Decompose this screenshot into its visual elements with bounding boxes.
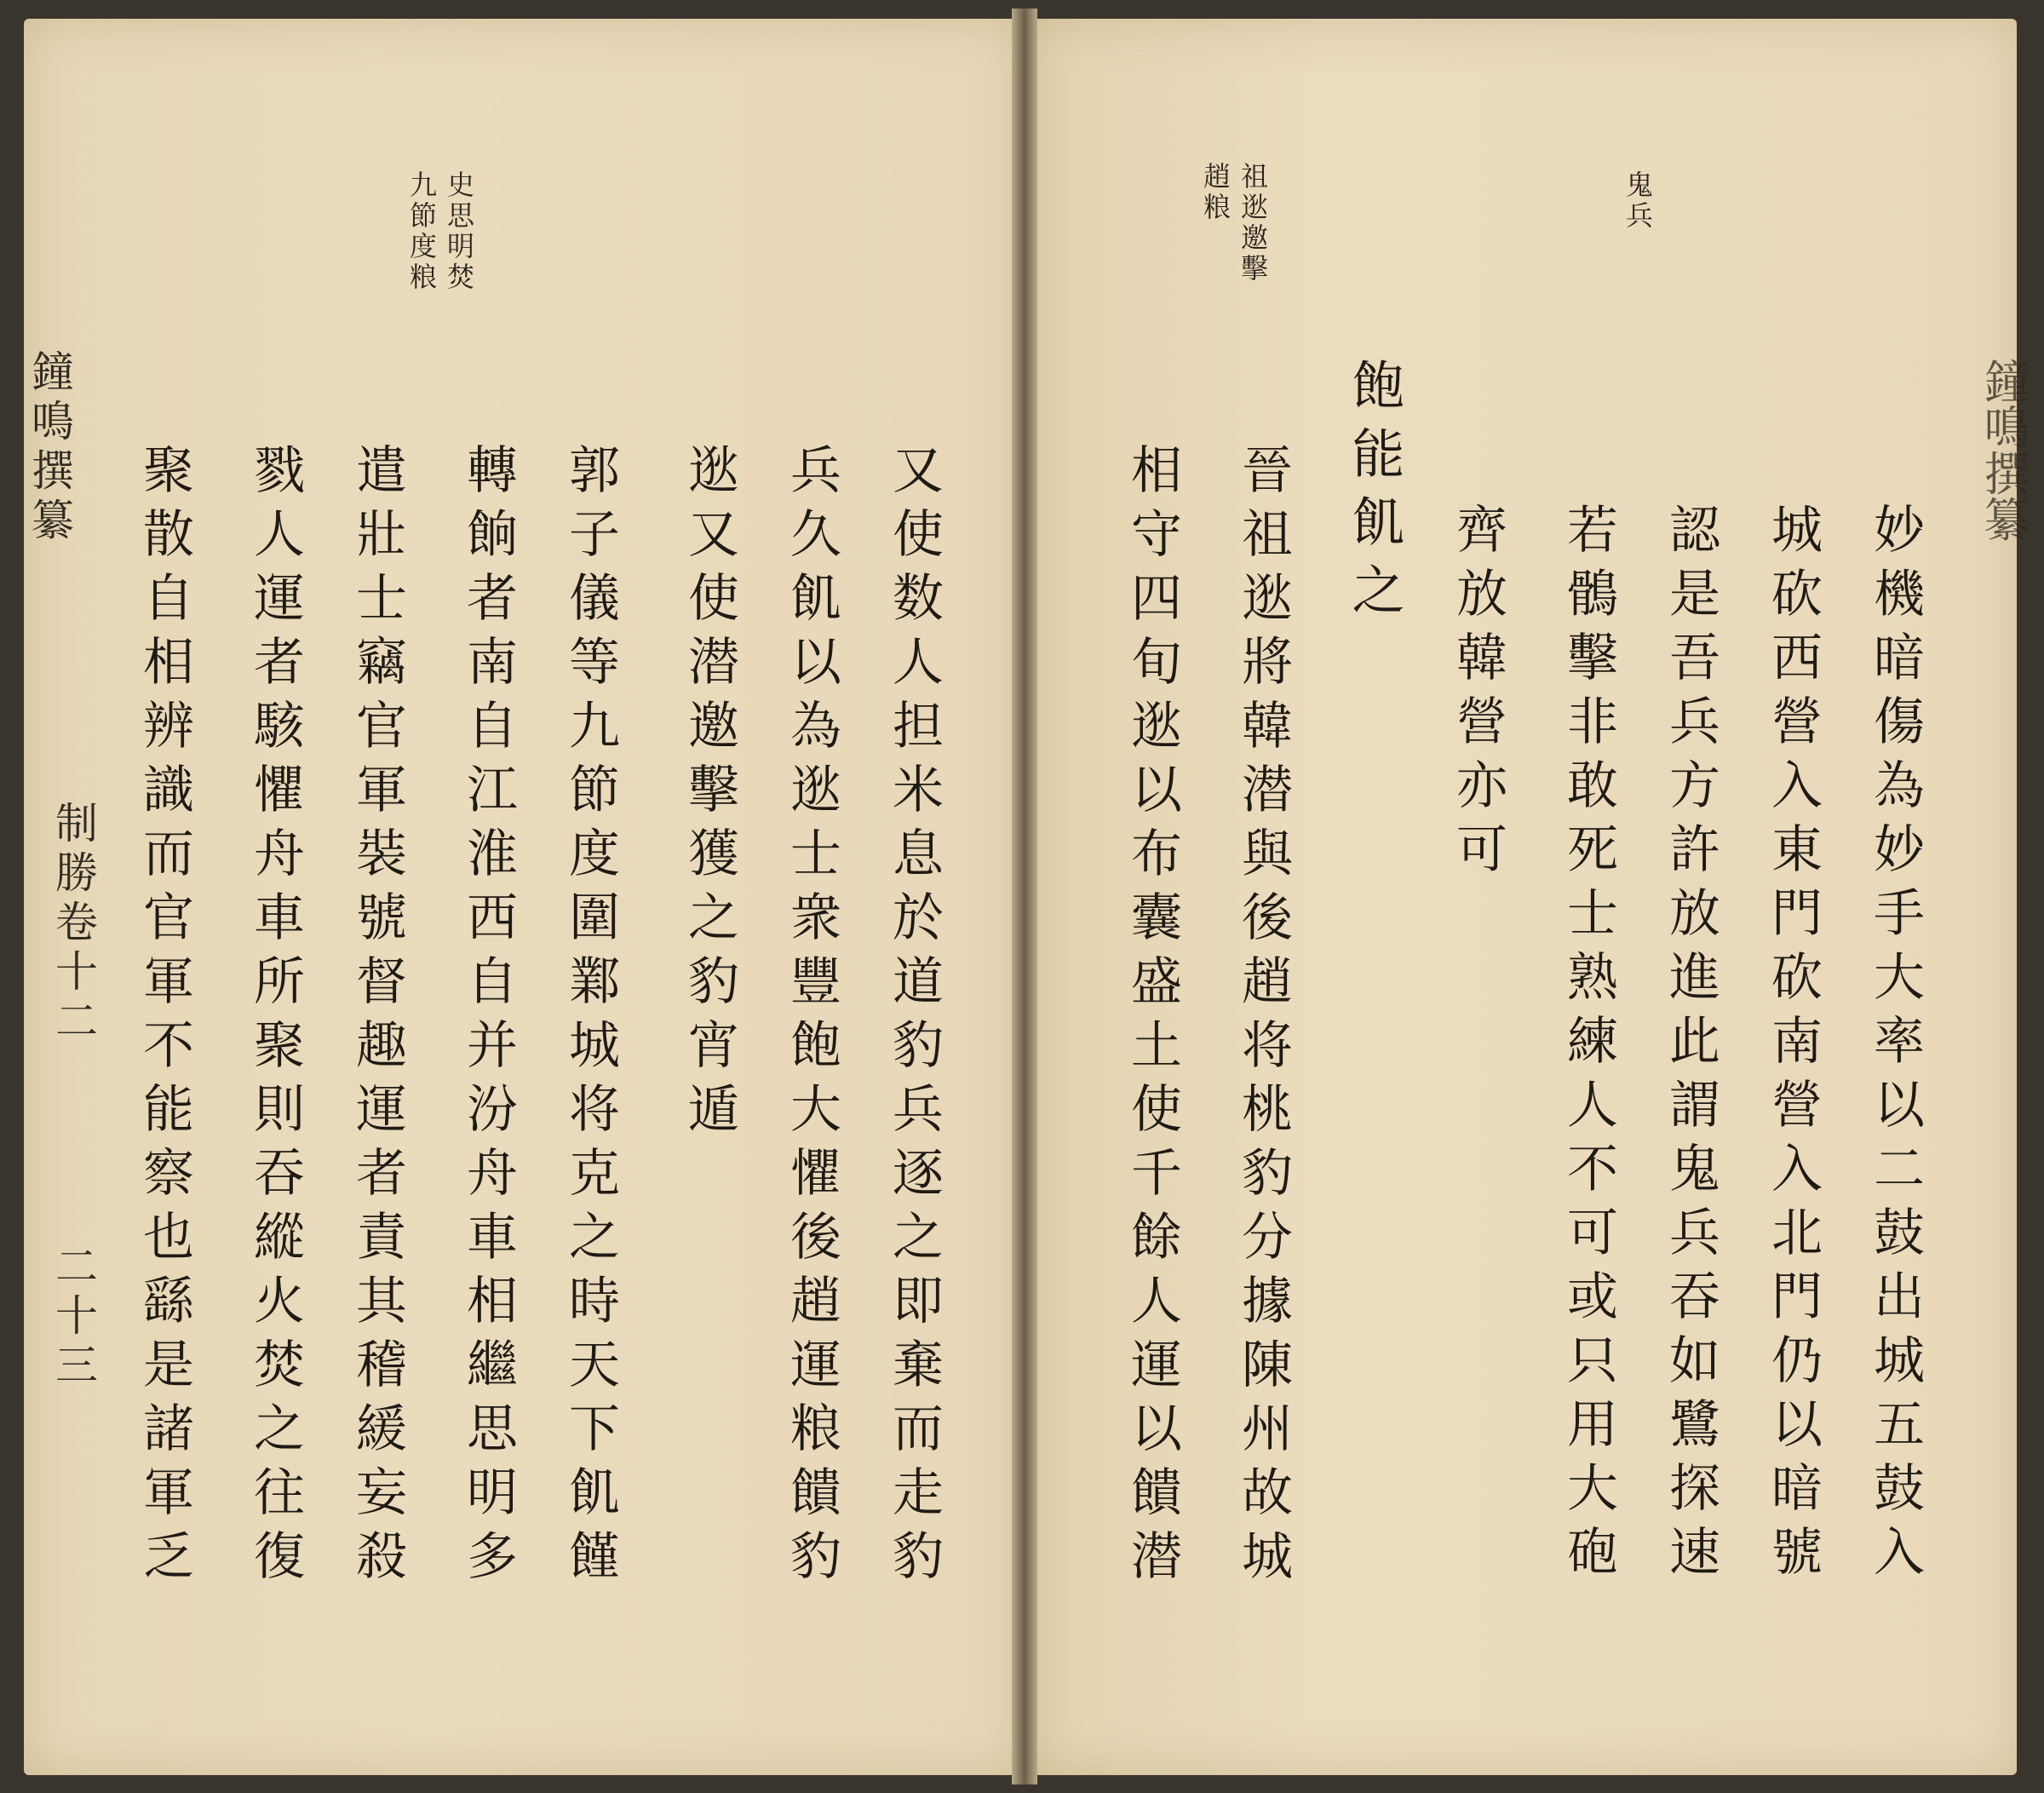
left-chapter-label: 制勝卷十二 [49, 801, 98, 1048]
left-page-number: 二十三 [49, 1244, 98, 1392]
left-margin-title: 鐘鳴撰纂 [25, 349, 74, 547]
right-text-col-3: 認是吾兵方許放進此謂鬼兵吞如鷺探速 [1661, 503, 1720, 1589]
right-heading: 飽能飢之 [1343, 358, 1405, 630]
left-side-note-col-1: 史思明焚 [443, 170, 475, 293]
left-text-col-4: 郭子儀等九節度圍鄴城将克之時天下飢饉 [560, 443, 620, 1593]
left-side-note-col-2: 九節度粮 [405, 170, 438, 293]
right-side-note-ghost: 鬼兵 [1622, 170, 1654, 232]
right-text-col-2: 城砍西營入東門砍南營入北門仍以暗號 [1763, 503, 1823, 1589]
right-text-col-6: 晉祖逖將韓潜與後趙将桃豹分據陳州故城 [1233, 443, 1293, 1593]
right-margin-title: 鐘鳴撰纂 [1977, 358, 2030, 542]
left-text-col-3: 逖又使潜邀擊獲之豹宵遁 [680, 443, 739, 1146]
left-text-col-7: 戮人運者駭懼舟車所聚則吞縱火焚之往復 [245, 443, 305, 1593]
right-side-note-col-1: 祖逖邀擊 [1237, 162, 1269, 284]
book-gutter [1012, 9, 1037, 1784]
right-text-col-5: 齊放韓營亦可 [1448, 503, 1507, 886]
left-text-col-1: 又使数人担米息於道豹兵逐之即棄而走豹 [884, 443, 944, 1593]
right-side-note-col-2: 趙粮 [1199, 162, 1232, 223]
right-text-col-7: 相守四旬逖以布囊盛土使千餘人運以饋潜 [1122, 443, 1182, 1593]
right-text-col-1: 妙機暗傷為妙手大率以二鼓出城五鼓入 [1865, 503, 1925, 1589]
left-text-col-8: 聚散自相辨識而官軍不能察也繇是諸軍乏 [135, 443, 194, 1593]
left-text-col-6: 遣壯士竊官軍裝號督趣運者責其稽緩妄殺 [347, 443, 407, 1593]
left-text-col-5: 轉餉者南自江淮西自并汾舟車相繼思明多 [458, 443, 518, 1593]
right-text-col-4: 若鶻擊非敢死士熟練人不可或只用大砲 [1559, 503, 1618, 1589]
left-text-col-2: 兵久飢以為逖士衆豐飽大懼後趙運粮饋豹 [782, 443, 841, 1593]
